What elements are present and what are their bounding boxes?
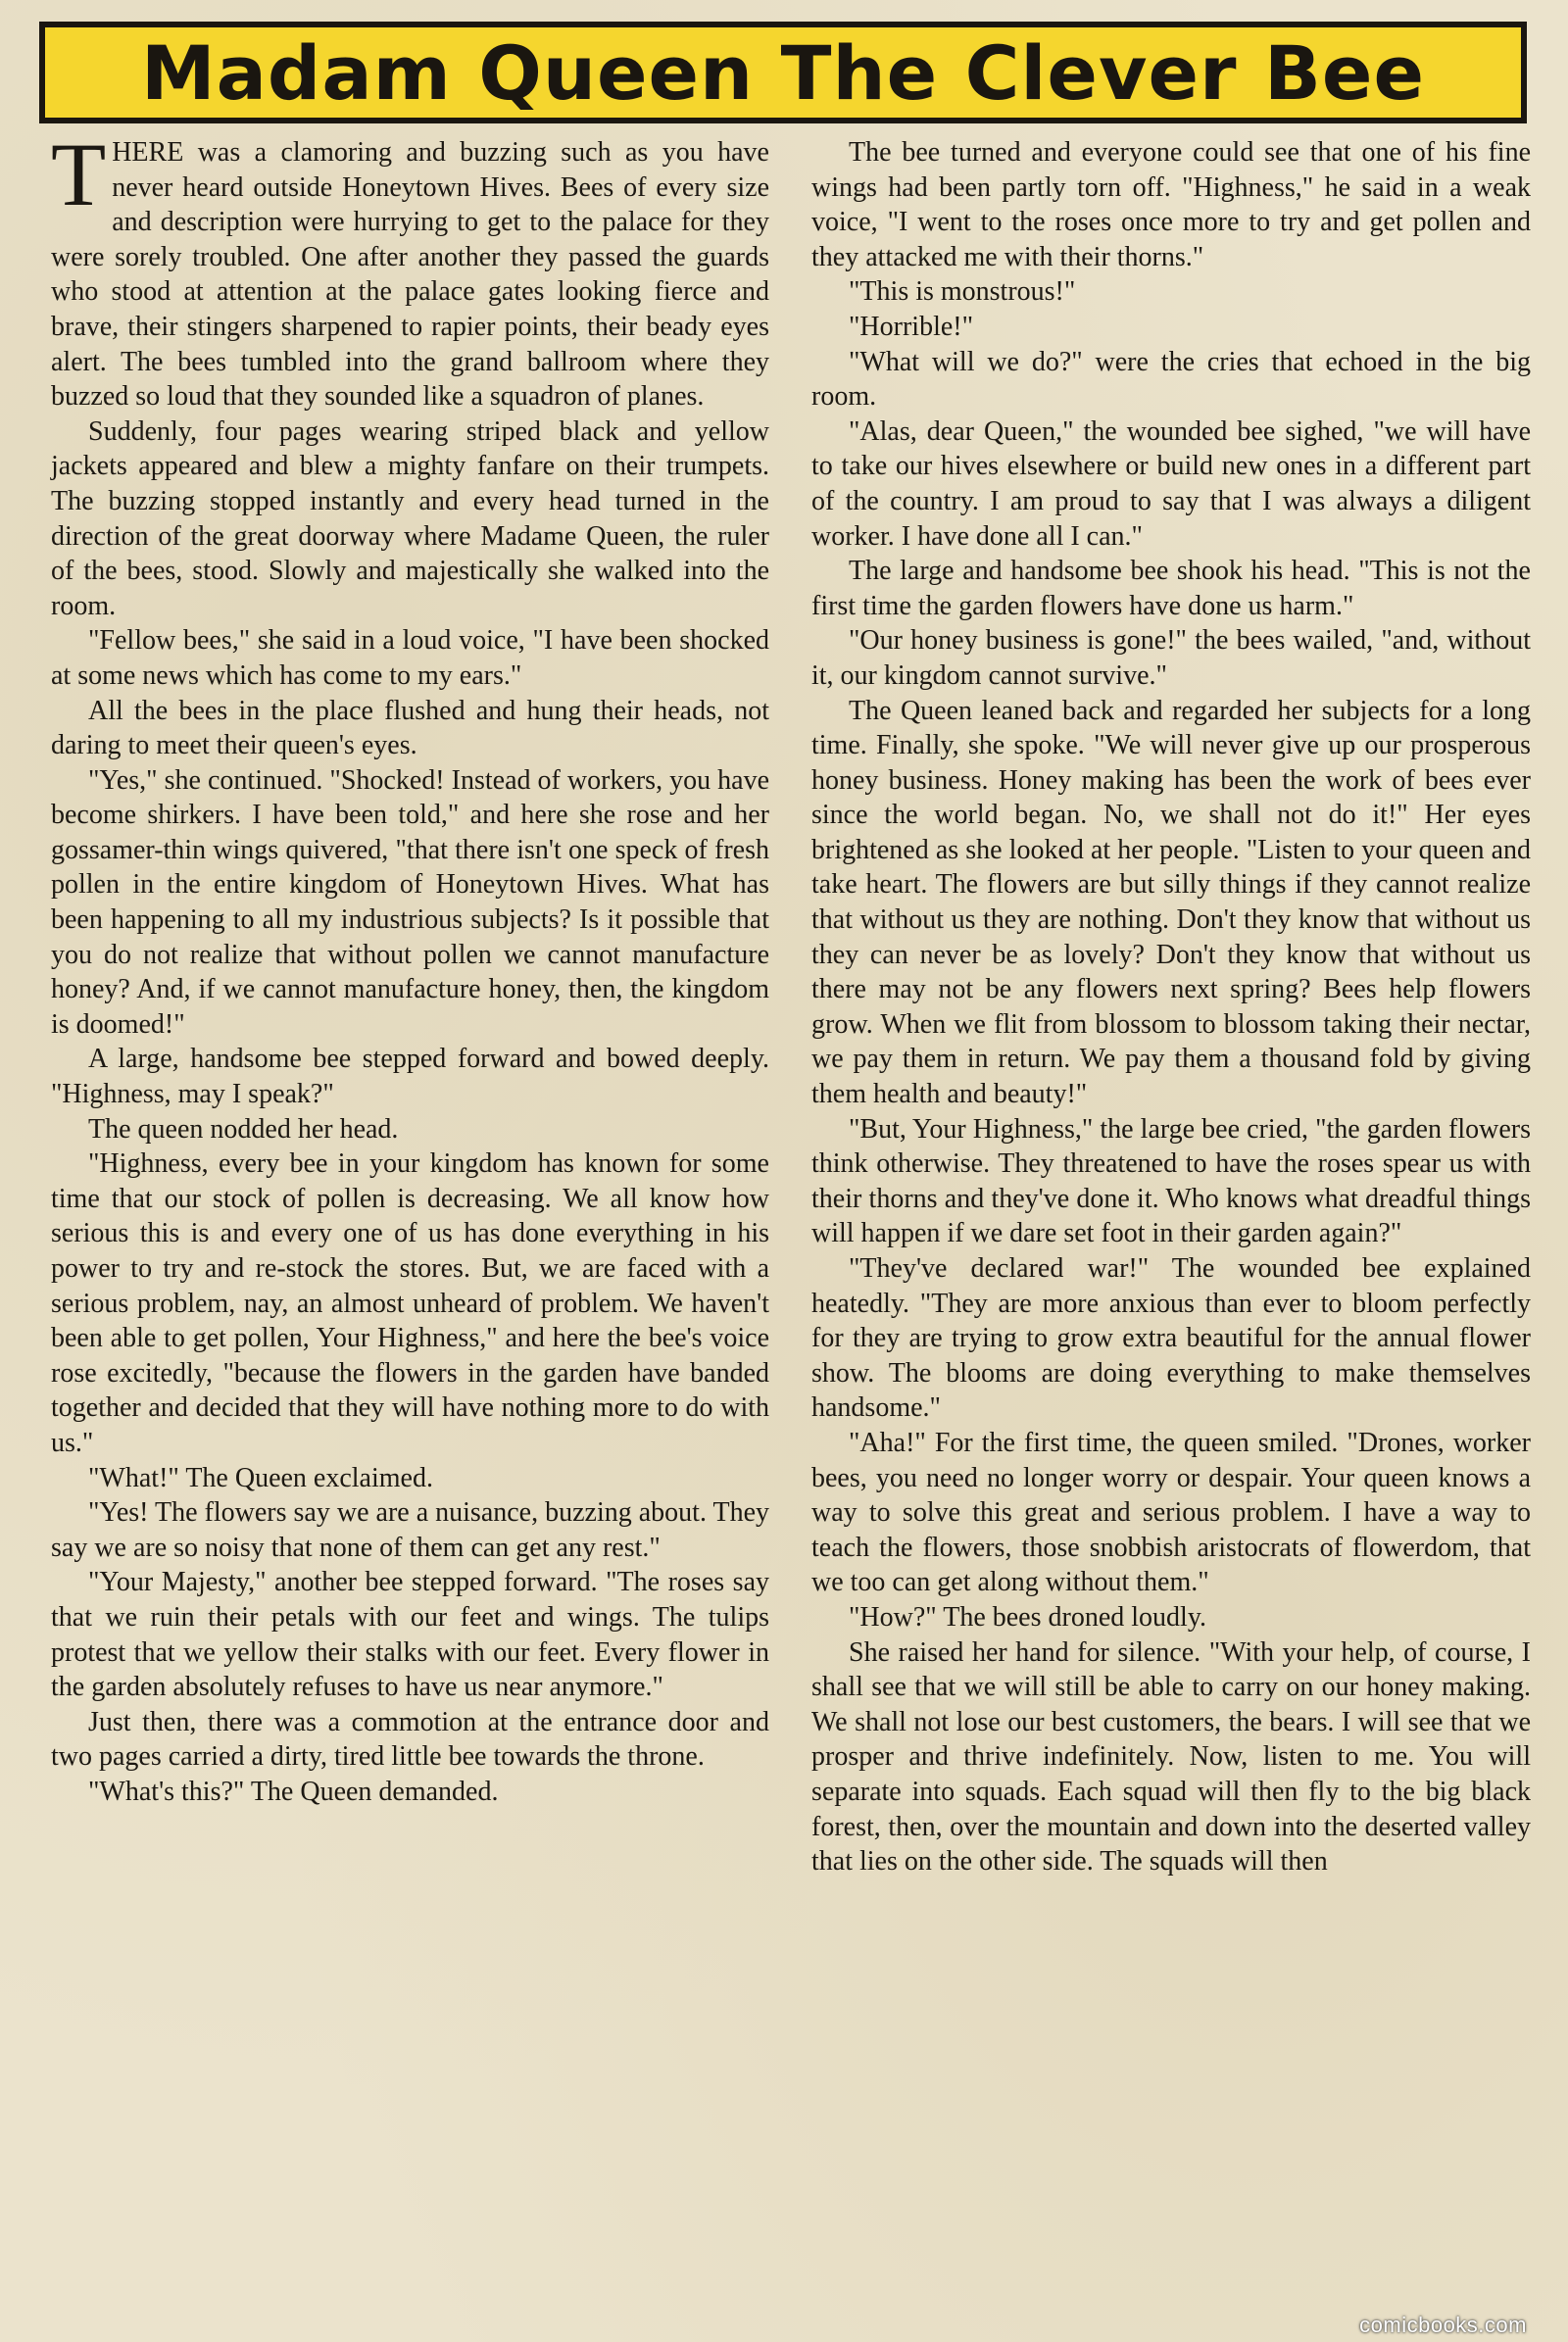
paragraph: "Yes," she continued. "Shocked! Instead of workers, you have become shirkers. I have been told," and here she rose and her gossamer-thin wings quivered, "that there isn't one speck of fresh pollen in the entire kingdom of Honeytown Hives. What has been happening to all my industrious subjects? Is it possible that you do not realize that without pollen we cannot manufacture honey? And, if we cannot manufacture honey, then, the kingdom is doomed!" bbox=[51, 764, 769, 1040]
paragraph: Suddenly, four pages wearing striped black and yellow jackets appeared and blew a mighty fanfare on their trumpets. The buzzing stopped instantly and every head turned in the direction of the great doorway where Madame Queen, the ruler of the bees, stood. Slowly and majestically she walked into the room. bbox=[51, 415, 769, 621]
paragraph: "What!" The Queen exclaimed. bbox=[88, 1462, 433, 1493]
paragraph-opening bbox=[51, 124, 769, 415]
paragraph: The large and handsome bee shook his head. "This is not the first time the garden flowers have done us harm." bbox=[811, 556, 1531, 621]
title-banner bbox=[39, 22, 1527, 123]
opening-text: HERE was a clamoring and buzzing such as you have never heard outside Honeytown Hives. Bees of every size and description were hurrying to get to the palace for they were sorely troubled. One after another they passed the guards who stood at attention at the palace gates looking fierce and brave, their stingers sharpened to rapier points, their beady eyes alert. The bees tumbled into the grand ballroom where they buzzed so loud that they sounded like a squadron of planes. bbox=[51, 137, 769, 413]
story-title: Madam Queen The Clever Bee bbox=[141, 28, 1425, 117]
drop-cap: T bbox=[51, 124, 107, 224]
paragraph: "Aha!" For the first time, the queen smiled. "Drones, worker bees, you need no longer worry or despair. Your queen knows a way to solve this great and serious problem. I have a way to teach the flowers, those snobbish aristocrats of flowerdom, that we too can get along without them." bbox=[811, 1427, 1531, 1598]
paragraph: "Fellow bees," she said in a loud voice, "I have been shocked at some news which has come to my ears." bbox=[51, 625, 769, 691]
paragraph: "They've declared war!" The wounded bee explained heatedly. "They are more anxious than ever to bloom perfectly for they are trying to grow extra beautiful for the annual flower show. The blooms are doing everything to make themselves handsome." bbox=[811, 1253, 1531, 1424]
paragraph: She raised her hand for silence. "With your help, of course, I shall see that we will still be able to carry on our honey making. We shall not lose our best customers, the bears. I will see that we prosper and thrive indefinitely. Now, listen to me. You will separate into squads. Each squad will then fly to the big black forest, then, over the mountain and down into the deserted valley that lies on the other side. The squads will then bbox=[811, 1636, 1531, 1878]
paragraph: "Alas, dear Queen," the wounded bee sighed, "we will have to take our hives elsewhere or build new ones in a different part of the country. I am proud to say that I was always a diligent worker. I have done all I can." bbox=[811, 415, 1531, 552]
paragraph: "This is monstrous!" bbox=[849, 276, 1076, 308]
paragraph: The Queen leaned back and regarded her subjects for a long time. Finally, she spoke. "We will never give up our prosperous honey business. Honey making has been the work of bees ever since the world began. No, we shall not do it!" Her eyes brightened as she looked at her people. "Listen to your queen and take heart. The flowers are but silly things if they cannot realize that without us they are nothing. Don't they know that without us they can never be as lovely? Don't they know that without us there may not be any flowers next spring? Bees help flowers grow. When we flit from blossom to blossom taking their nectar, we pay them in return. We pay them a thousand fold by giving them health and beauty!" bbox=[811, 695, 1531, 1110]
paragraph: All the bees in the place flushed and hung their heads, not daring to meet their queen's eyes. bbox=[51, 695, 769, 761]
paragraph: "Horrible!" bbox=[849, 311, 974, 342]
paragraph: A large, handsome bee stepped forward and bowed deeply. "Highness, may I speak?" bbox=[51, 1044, 769, 1110]
paragraph: "Your Majesty," another bee stepped forward. "The roses say that we ruin their petals with our feet and wings. The tulips protest that we yellow their stalks with our feet. Every flower in the garden absolutely refuses to have us near anymore." bbox=[51, 1567, 769, 1703]
paragraph: "What's this?" The Queen demanded. bbox=[88, 1776, 499, 1807]
paragraph: "But, Your Highness," the large bee cried, "the garden flowers think otherwise. They threatened to have the roses spear us with their thorns and they've done it. Who knows what dreadful things will happen if we dare set foot in their garden again?" bbox=[811, 1113, 1531, 1249]
right-column bbox=[811, 135, 1531, 1879]
paragraph: "Our honey business is gone!" the bees wailed, "and, without it, our kingdom cannot survive." bbox=[811, 625, 1531, 691]
left-column bbox=[51, 124, 769, 1810]
paragraph: "Highness, every bee in your kingdom has known for some time that our stock of pollen is decreasing. We all know how serious this is and every one of us has done everything in his power to try and re-stock the stores. But, we are faced with a serious problem, nay, an almost unheard of problem. We haven't been able to get pollen, Your Highness," and here the bee's voice rose excitedly, "because the flowers in the garden have banded together and decided that they will have nothing more to do with us." bbox=[51, 1148, 769, 1458]
watermark: comicbooks.com bbox=[1359, 2313, 1527, 2337]
paragraph: "What will we do?" were the cries that echoed in the big room. bbox=[811, 346, 1531, 413]
paragraph: The queen nodded her head. bbox=[88, 1113, 399, 1145]
paragraph: The bee turned and everyone could see that one of his fine wings had been partly torn off. "Highness," he said in a weak voice, "I went to the roses once more to try and get pollen and they attacked me with their thorns." bbox=[811, 137, 1531, 272]
paragraph: Just then, there was a commotion at the entrance door and two pages carried a dirty, tired little bee towards the throne. bbox=[51, 1706, 769, 1773]
paragraph: "How?" The bees droned loudly. bbox=[849, 1601, 1206, 1633]
paragraph: "Yes! The flowers say we are a nuisance, buzzing about. They say we are so noisy that none of them can get any rest." bbox=[51, 1497, 769, 1563]
